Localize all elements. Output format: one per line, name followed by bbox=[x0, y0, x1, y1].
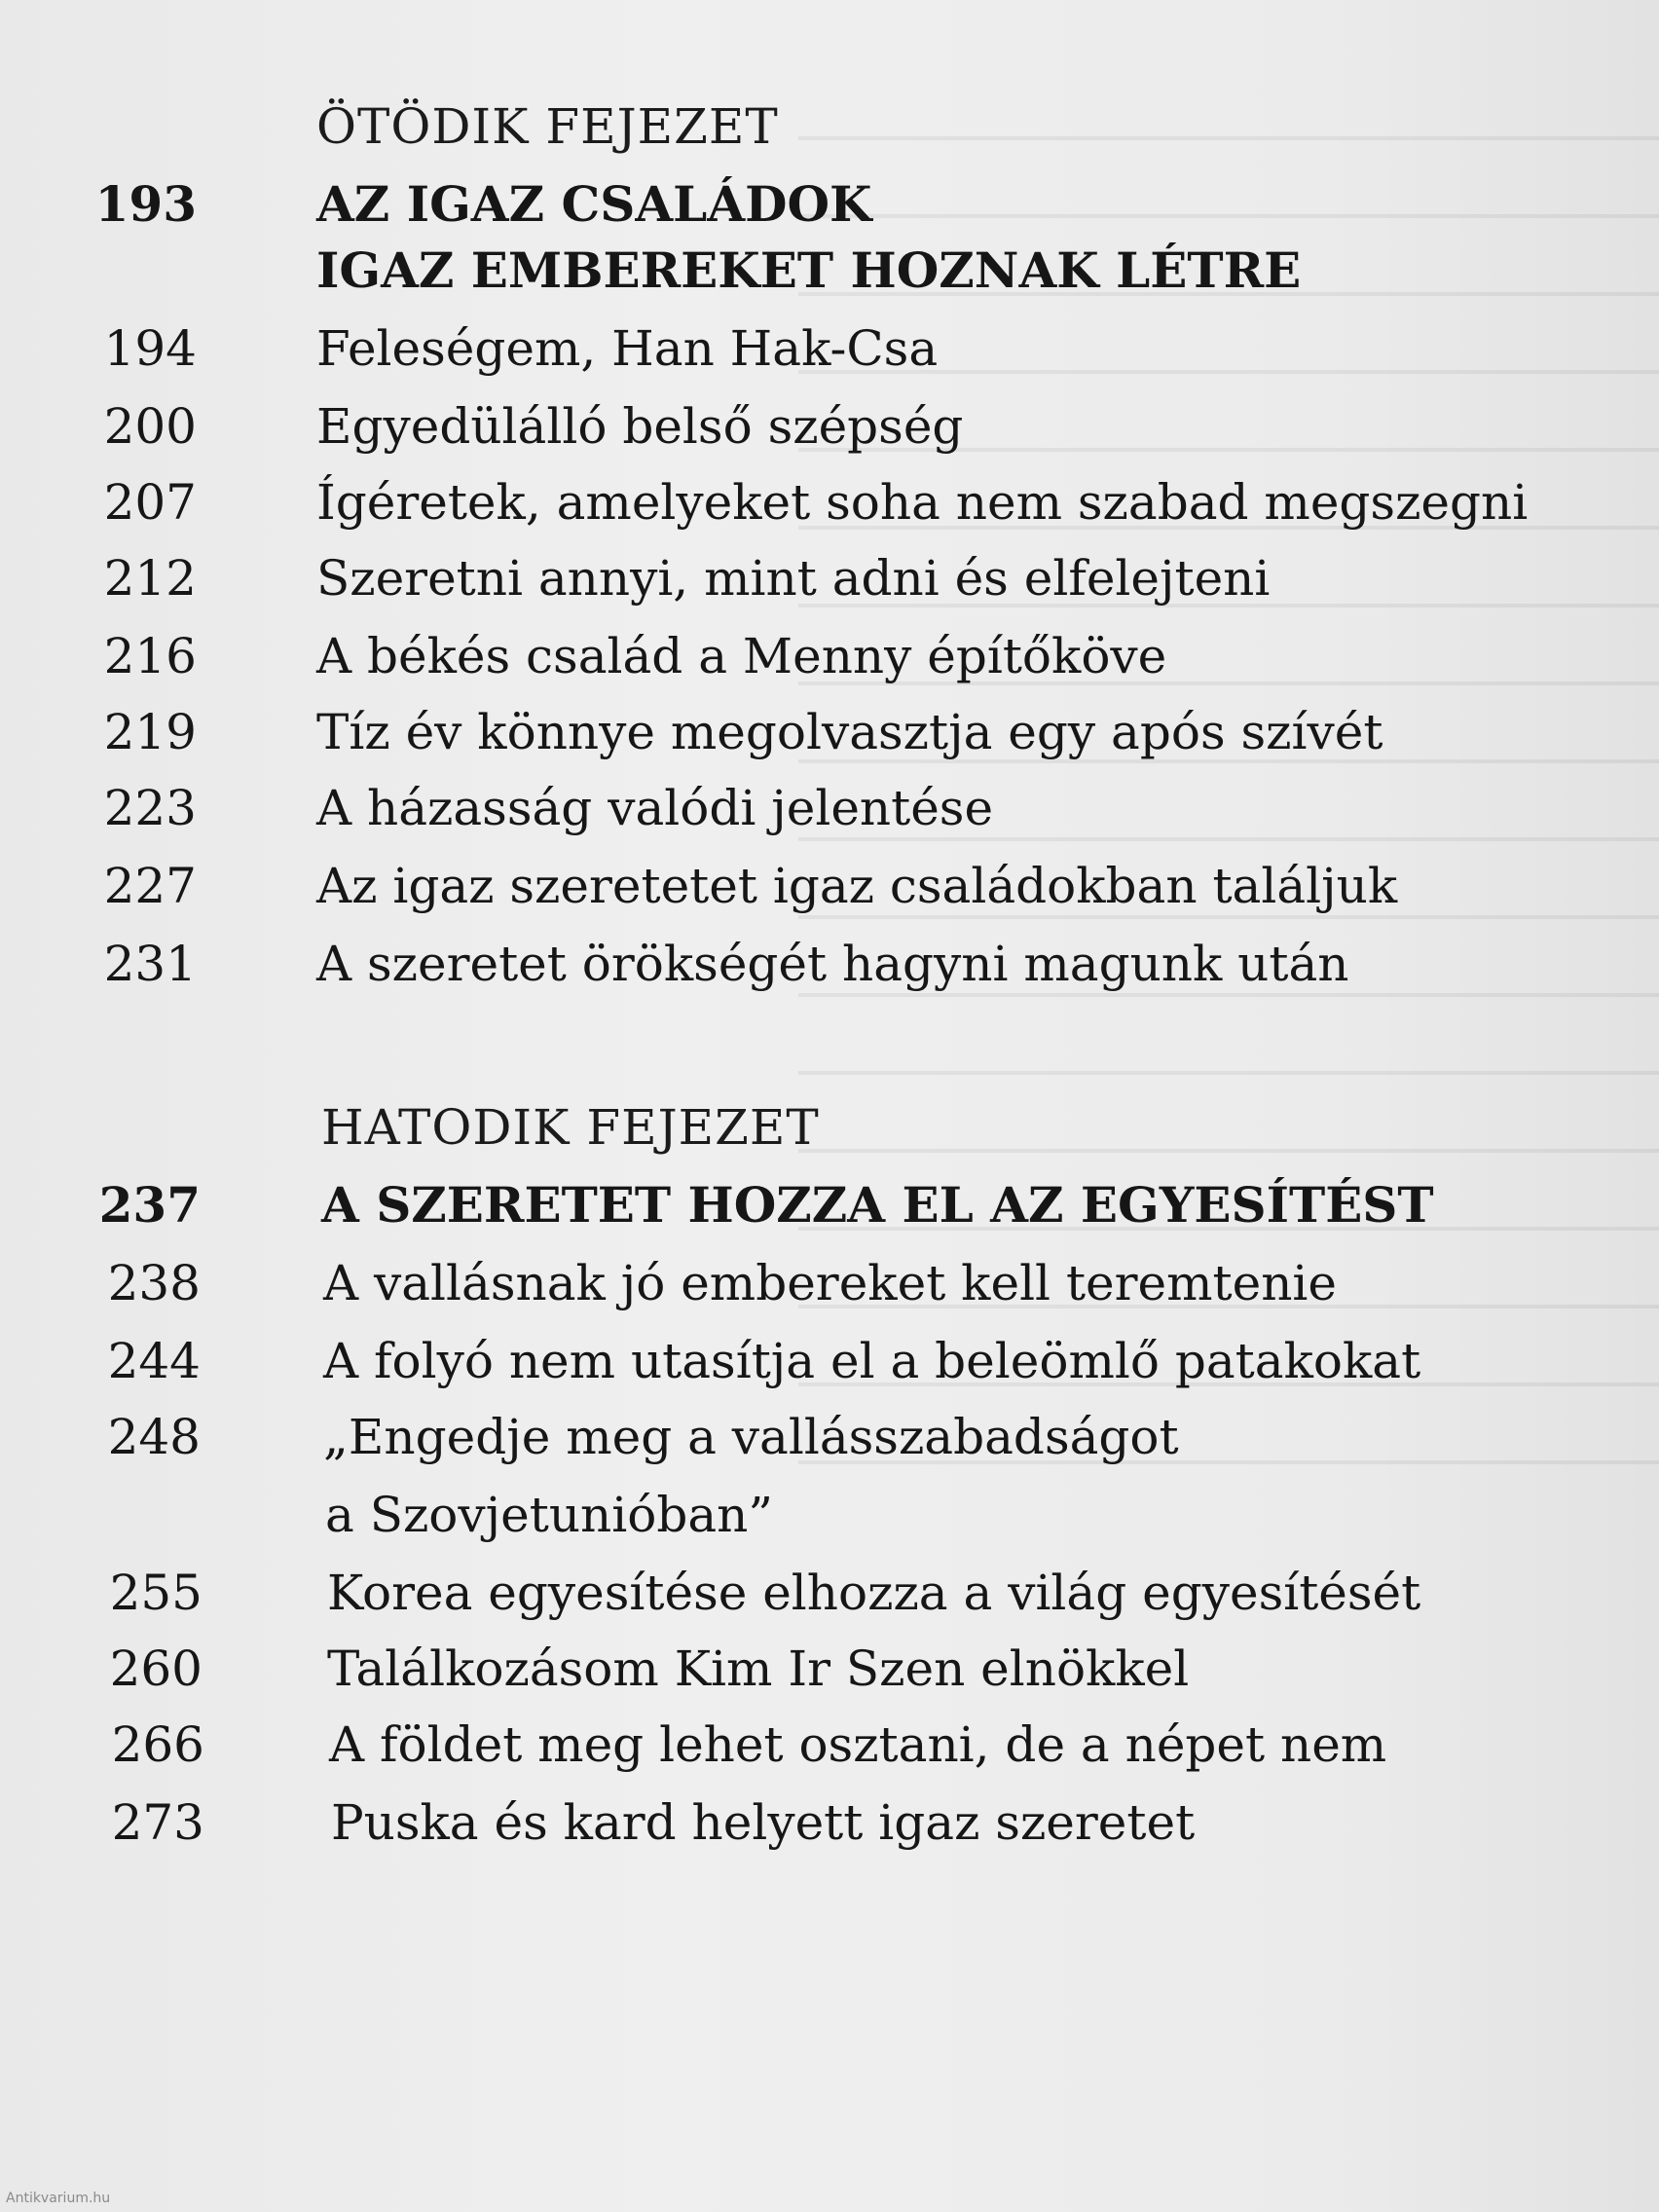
entry-page: 194 bbox=[103, 320, 197, 377]
toc-entry bbox=[0, 769, 1659, 847]
toc-entry bbox=[0, 310, 1659, 387]
entry-title: Egyedülálló belső szépség bbox=[316, 398, 964, 455]
toc-entry bbox=[0, 1322, 1659, 1400]
entry-title: Ígéretek, amelyeket soha nem szabad megszegni bbox=[316, 474, 1529, 531]
entry-page: 255 bbox=[109, 1565, 203, 1621]
entry-page: 223 bbox=[103, 780, 197, 836]
toc-entry bbox=[0, 693, 1659, 771]
toc-entry bbox=[0, 1706, 1659, 1784]
entry-title: A vallásnak jó embereket kell teremtenie bbox=[323, 1255, 1337, 1311]
toc-entry bbox=[0, 617, 1659, 695]
toc-entry bbox=[0, 1630, 1659, 1708]
chapter6-label: HATODIK FEJEZET bbox=[321, 1099, 820, 1156]
entry-title: A házasság valódi jelentése bbox=[316, 780, 994, 836]
entry-title: Feleségem, Han Hak-Csa bbox=[316, 320, 939, 377]
entry-page: 207 bbox=[103, 474, 197, 531]
entry-title: Szeretni annyi, mint adni és elfelejteni bbox=[316, 550, 1271, 607]
entry-page: 219 bbox=[103, 704, 197, 760]
entry-title: Korea egyesítése elhozza a világ egyesítését bbox=[327, 1565, 1421, 1621]
entry-title: A földet meg lehet osztani, de a népet nem bbox=[329, 1716, 1387, 1773]
entry-title: Találkozásom Kim Ir Szen elnökkel bbox=[327, 1641, 1190, 1697]
entry-page: 216 bbox=[103, 628, 197, 684]
entry-title: A békés család a Menny építőköve bbox=[316, 628, 1167, 684]
entry-title: Puska és kard helyett igaz szeretet bbox=[331, 1794, 1196, 1851]
chapter6-title-page: 237 bbox=[98, 1176, 201, 1234]
entry-title: Az igaz szeretetet igaz családokban találjuk bbox=[316, 858, 1398, 914]
entry-page: 260 bbox=[109, 1641, 203, 1697]
toc-entry bbox=[0, 847, 1659, 925]
toc-entry bbox=[0, 387, 1659, 465]
entry-title: A folyó nem utasítja el a beleömlő patakokat bbox=[323, 1333, 1421, 1389]
entry-page: 212 bbox=[103, 550, 197, 607]
chapter5-title-page: 193 bbox=[94, 175, 197, 233]
entry-page: 273 bbox=[111, 1794, 204, 1851]
entry-page: 231 bbox=[103, 936, 197, 992]
watermark: Antikvarium.hu bbox=[6, 2191, 111, 2206]
chapter6-title-line1: A SZERETET HOZZA EL AZ EGYESÍTÉST bbox=[321, 1176, 1434, 1234]
entry-title: Tíz év könnye megolvasztja egy após szívét bbox=[316, 704, 1383, 760]
entry-page: 248 bbox=[107, 1409, 201, 1465]
toc-entry bbox=[0, 1398, 1659, 1476]
entry-page: 266 bbox=[111, 1716, 204, 1773]
entry-title-continuation: a Szovjetunióban” bbox=[325, 1487, 773, 1543]
chapter6-title-row bbox=[0, 1166, 1659, 1244]
chapter5-label: ÖTÖDIK FEJEZET bbox=[316, 98, 779, 155]
entry-page: 244 bbox=[107, 1333, 201, 1389]
entry-title: A szeretet örökségét hagyni magunk után bbox=[316, 936, 1349, 992]
chapter5-title-row2 bbox=[0, 232, 1659, 310]
toc-entry-continuation bbox=[0, 1476, 1659, 1554]
entry-page: 200 bbox=[103, 398, 197, 455]
toc-entry bbox=[0, 1554, 1659, 1632]
toc-entry bbox=[0, 925, 1659, 1003]
toc-entry bbox=[0, 539, 1659, 617]
entry-page: 227 bbox=[103, 858, 197, 914]
entry-title: „Engedje meg a vallásszabadságot bbox=[323, 1409, 1179, 1465]
chapter5-title-line1: AZ IGAZ CSALÁDOK bbox=[316, 175, 872, 233]
toc-entry bbox=[0, 463, 1659, 541]
toc-entry bbox=[0, 1244, 1659, 1322]
entry-page: 238 bbox=[107, 1255, 201, 1311]
chapter5-title-line2: IGAZ EMBEREKET HOZNAK LÉTRE bbox=[316, 241, 1302, 299]
toc-entry bbox=[0, 1784, 1659, 1862]
